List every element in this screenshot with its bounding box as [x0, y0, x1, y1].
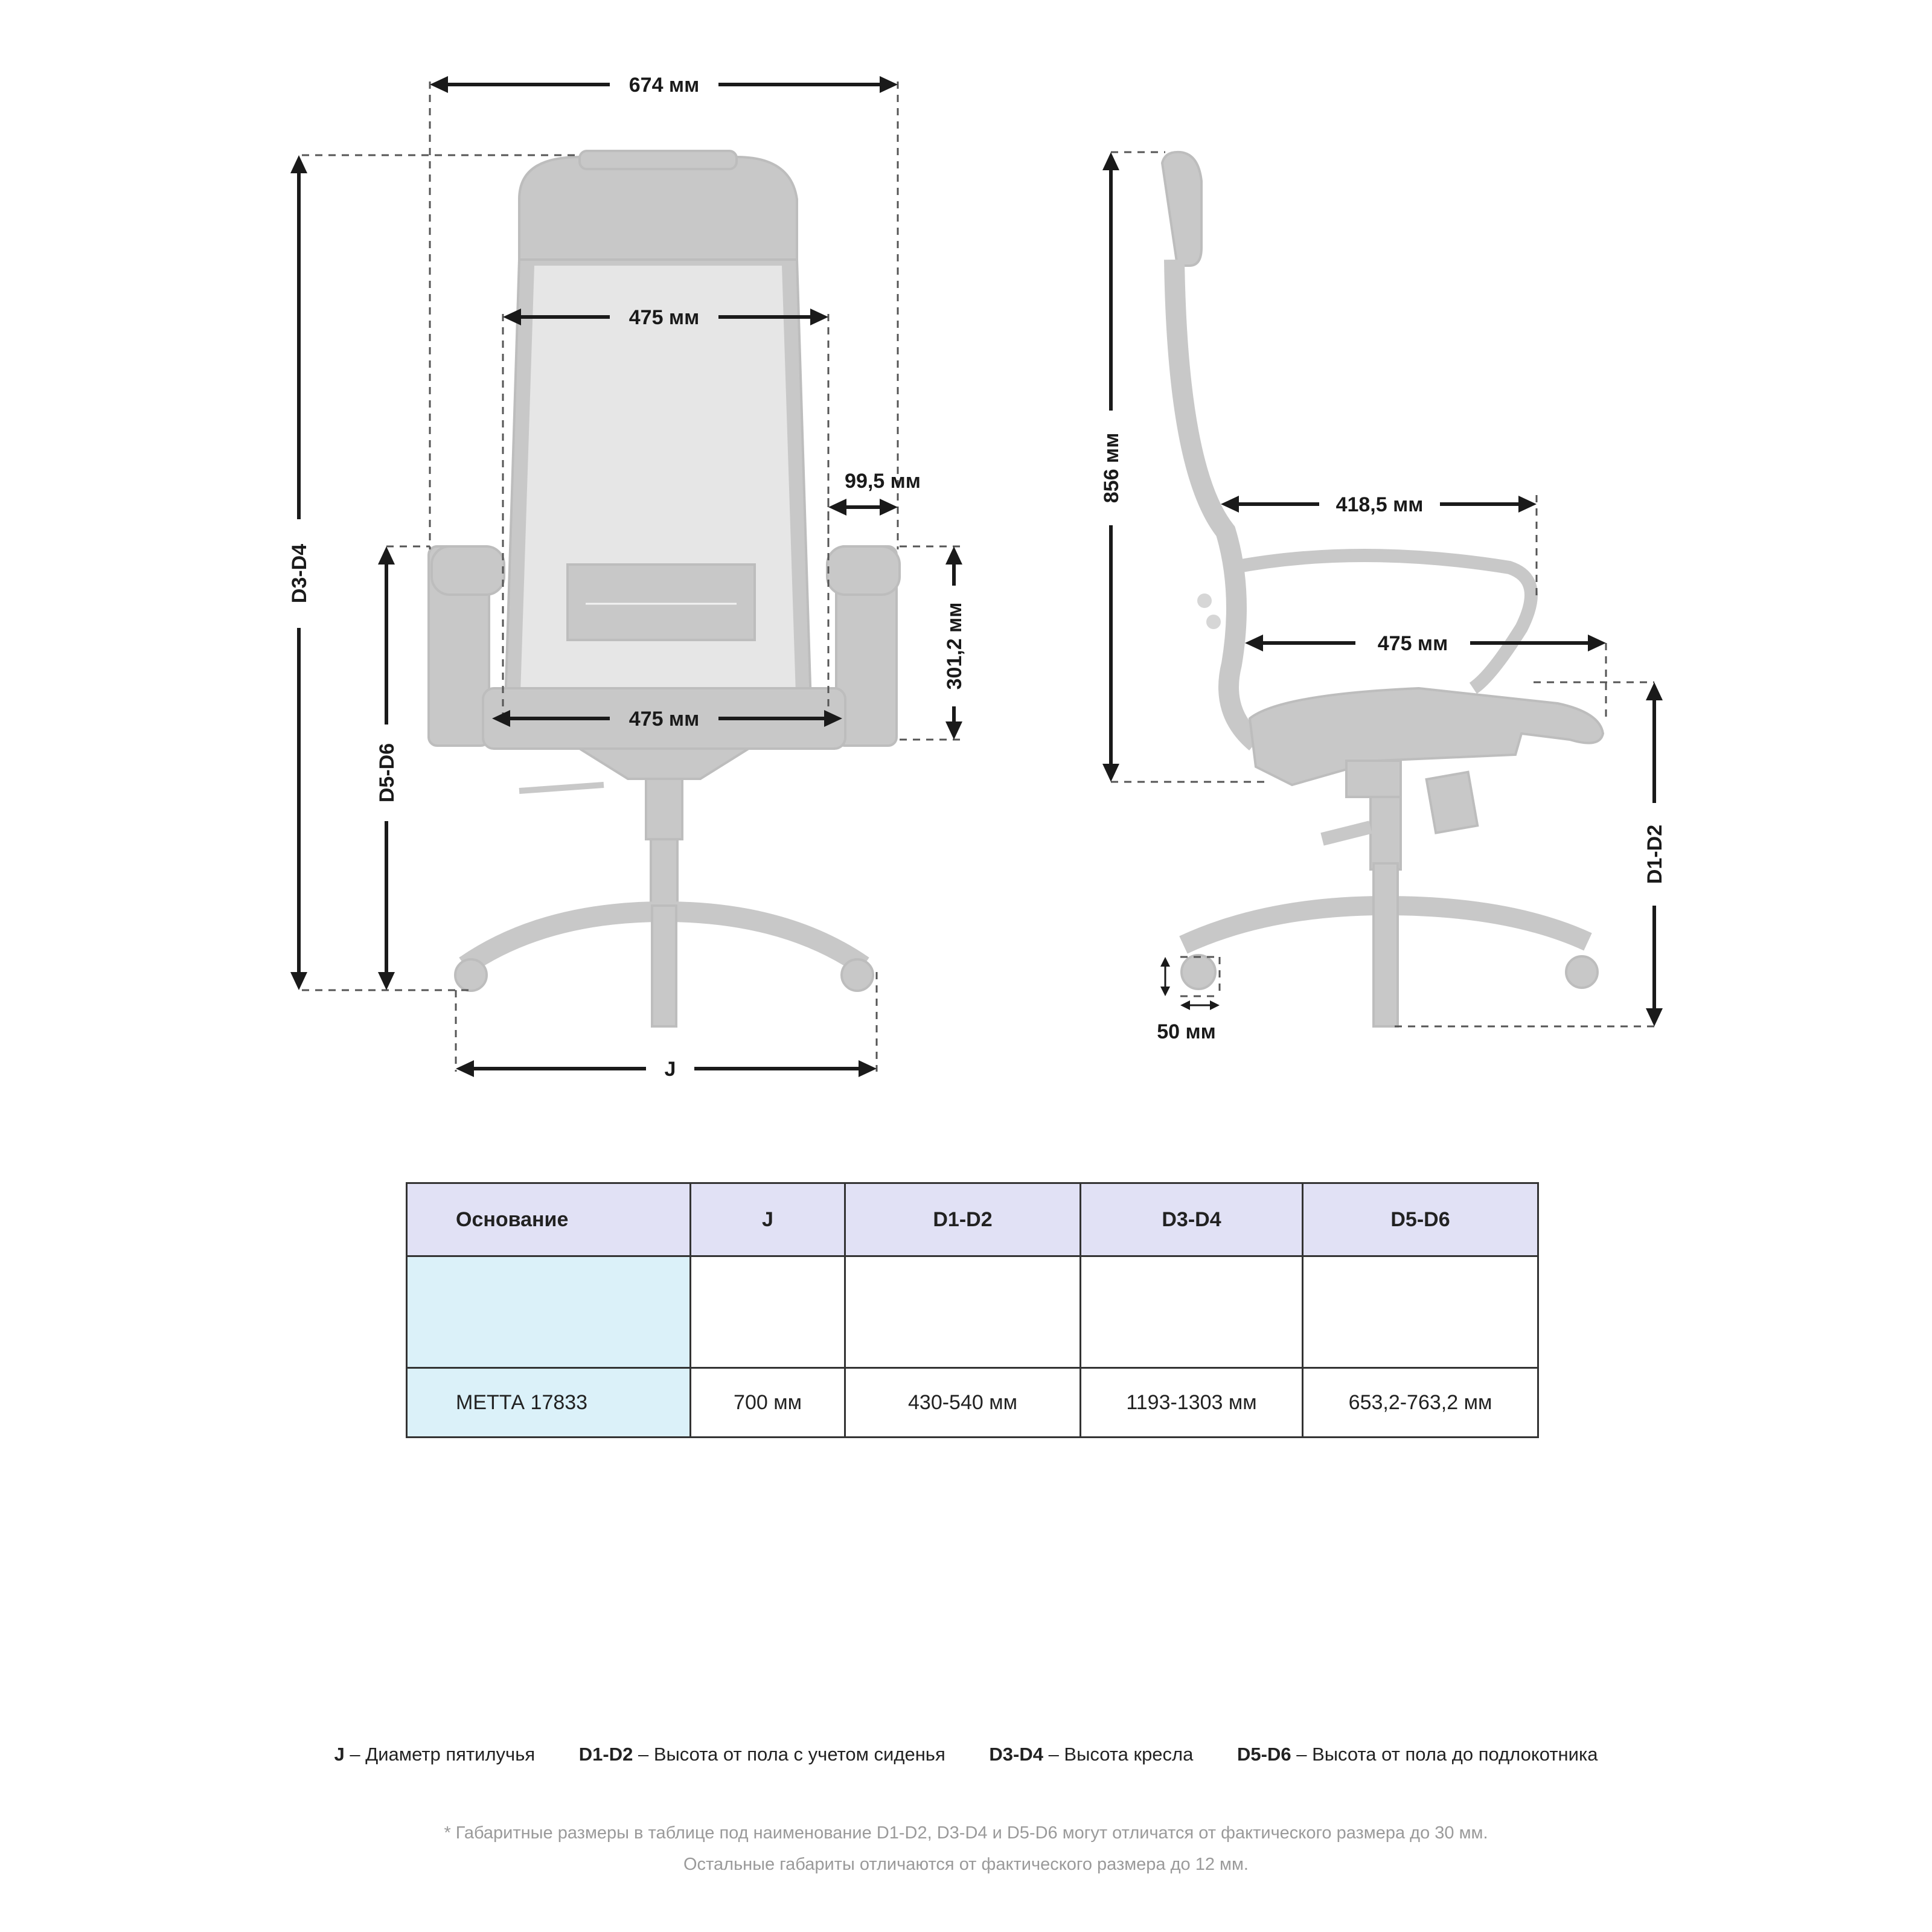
label-caster: 50 мм — [1157, 1020, 1216, 1043]
table-header-row — [407, 1183, 1538, 1256]
table-row — [407, 1368, 1538, 1438]
label-armrest-width: 99,5 мм — [845, 470, 921, 493]
label-side-height: 856 мм — [1100, 432, 1123, 504]
front-chair-drawing — [429, 151, 900, 1026]
cell-d1-d2: 430-540 мм — [845, 1368, 1081, 1438]
legend-item: D5-D6 – Высота от пола до подлокотника — [1237, 1744, 1598, 1765]
header-d3-d4: D3-D4 — [1081, 1183, 1303, 1256]
legend — [0, 1744, 1932, 1765]
cell-d5-d6: 653,2-763,2 мм — [1303, 1368, 1538, 1438]
label-front-width: 674 мм — [629, 74, 700, 97]
label-base-diameter: J — [664, 1058, 676, 1081]
label-seat-width-front: 475 мм — [629, 708, 700, 731]
cell-base: МЕТТА 17833 — [407, 1368, 691, 1438]
cell-j: 700 мм — [691, 1368, 845, 1438]
header-base: Основание — [407, 1183, 691, 1256]
label-front-height: D3-D4 — [288, 543, 311, 604]
footnote-line: * Габаритные размеры в таблице под наименование D1-D2, D3-D4 и D5-D6 могут отличатся от фактического размера до 30 мм. — [444, 1823, 1488, 1843]
footnote — [0, 1817, 1932, 1880]
header-j: J — [691, 1183, 845, 1256]
legend-item: D3-D4 – Высота кресла — [989, 1744, 1194, 1765]
table-gap-row — [407, 1256, 1538, 1368]
label-seat-depth-top: 418,5 мм — [1335, 493, 1424, 516]
legend-item: D1-D2 – Высота от пола с учетом сиденья — [578, 1744, 945, 1765]
legend-item: J – Диаметр пятилучья — [334, 1744, 536, 1765]
label-back-width: 475 мм — [629, 306, 700, 329]
header-d5-d6: D5-D6 — [1303, 1183, 1538, 1256]
header-d1-d2: D1-D2 — [845, 1183, 1081, 1256]
footnote-line: Остальные габариты отличаются от фактического размера до 12 мм. — [683, 1855, 1249, 1874]
dimensions-table — [406, 1182, 1539, 1438]
label-seat-depth: 475 мм — [1377, 632, 1448, 655]
label-seat-floor: D1-D2 — [1643, 824, 1666, 884]
label-armrest-floor: D5-D6 — [376, 743, 398, 803]
label-armrest-height: 301,2 мм — [943, 602, 966, 690]
cell-d3-d4: 1193-1303 мм — [1081, 1368, 1303, 1438]
